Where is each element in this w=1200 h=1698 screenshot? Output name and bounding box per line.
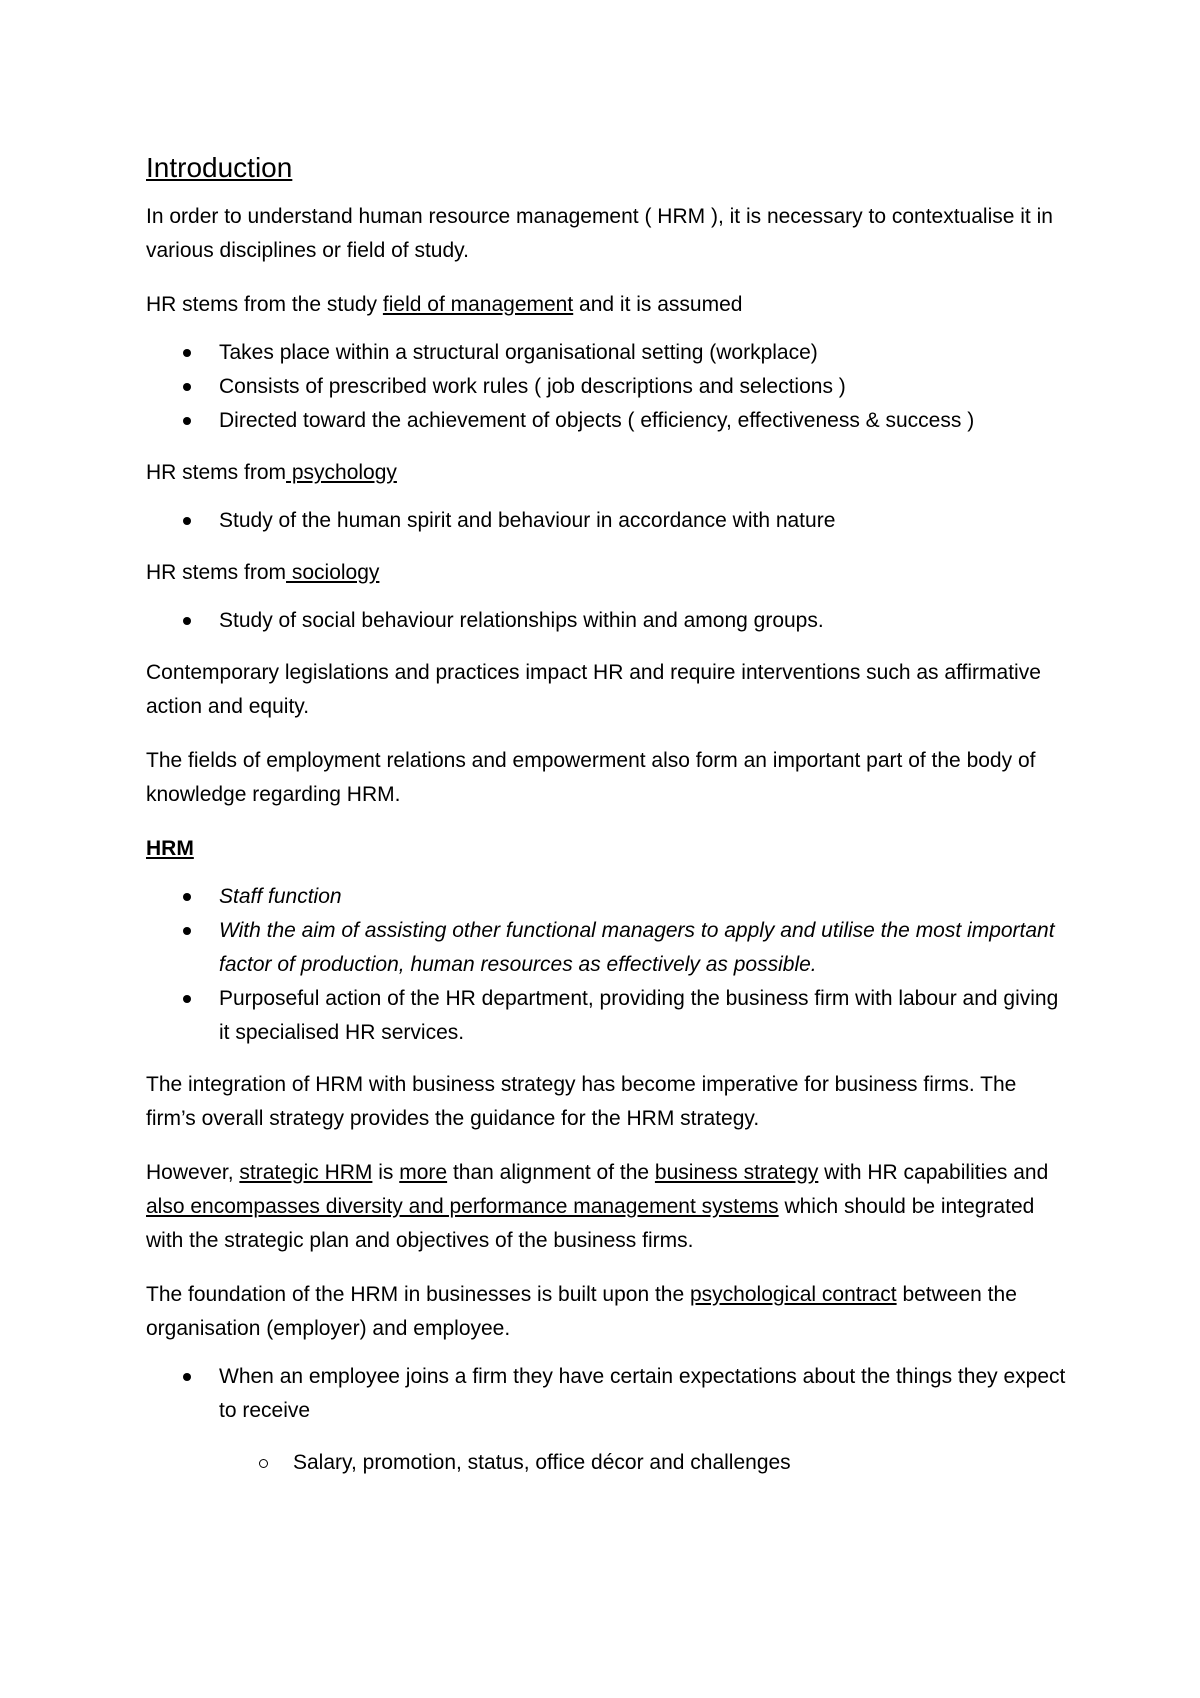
contemporary-paragraph: Contemporary legislations and practices impact HR and require interventions such as affirmative action and equity. (146, 661, 1041, 718)
foundation-paragraph: The foundation of the HRM in businesses is built upon the psychological contract between the organisation (employer) and employee. (146, 1283, 1017, 1340)
expectations-sub-list (146, 1446, 1066, 1480)
list-item: Study of social behaviour relationships within and among groups. (146, 604, 1066, 638)
sociology-prefix: HR stems from (146, 561, 287, 584)
bullet-icon (183, 995, 191, 1003)
document-body (146, 148, 1066, 1480)
list-item: Takes place within a structural organisational setting (workplace) (146, 336, 1066, 370)
bullet-icon (183, 1373, 191, 1381)
hollow-bullet-icon (259, 1459, 268, 1468)
list-item: Purposeful action of the HR department, providing the business firm with labour and giving it specialised HR services. (146, 982, 1066, 1050)
expectations-bullet-list (146, 1360, 1066, 1428)
fields-paragraph: The fields of employment relations and empowerment also form an important part of the body of knowledge regarding HRM. (146, 749, 1036, 806)
management-prefix: HR stems from the study (146, 293, 383, 316)
bullet-icon (183, 349, 191, 357)
intro-paragraph: In order to understand human resource management ( HRM ), it is necessary to contextualise it in various disciplines or field of study. (146, 205, 1053, 262)
bullet-icon (183, 417, 191, 425)
list-item: Study of the human spirit and behaviour in accordance with nature (146, 504, 1066, 538)
bullet-icon (183, 893, 191, 901)
bullet-icon (183, 617, 191, 625)
integration-paragraph: The integration of HRM with business strategy has become imperative for business firms. The firm’s overall strategy provides the guidance for the HRM strategy. (146, 1073, 1017, 1130)
bullet-icon (183, 383, 191, 391)
psychology-link: psychology (286, 461, 397, 484)
hrm-bullet-list (146, 880, 1066, 1050)
list-item: With the aim of assisting other functional managers to apply and utilise the most important factor of production, human resources as effectively as possible. (146, 914, 1066, 982)
psychology-prefix: HR stems from (146, 461, 287, 484)
psychological-contract-link: psychological contract (690, 1283, 897, 1306)
management-link: field of management (382, 293, 574, 316)
psychology-bullet-list (146, 504, 1066, 538)
list-item: Staff function (146, 880, 1066, 914)
list-item: When an employee joins a firm they have certain expectations about the things they expect to receive (146, 1360, 1066, 1428)
more-link: more (399, 1161, 448, 1184)
strategic-paragraph: However, strategic HRM is more than alignment of the business strategy with HR capabilities and also encompasses diversity and performance management systems which should be integrated with the strategic plan and objectives of the business firms. (146, 1161, 1049, 1252)
sociology-bullet-list (146, 604, 1066, 638)
sociology-paragraph (146, 556, 1066, 590)
management-suffix: and it is assumed (573, 293, 743, 316)
strategic-hrm-link: strategic HRM (239, 1161, 373, 1184)
page-title: Introduction (146, 152, 293, 183)
business-strategy-link: business strategy (654, 1161, 819, 1184)
bullet-icon (183, 517, 191, 525)
bullet-icon (183, 927, 191, 935)
management-bullet-list (146, 336, 1066, 438)
sociology-link: sociology (286, 561, 380, 584)
list-item: Consists of prescribed work rules ( job descriptions and selections ) (146, 370, 1066, 404)
psychology-paragraph (146, 456, 1066, 490)
list-item: Salary, promotion, status, office décor and challenges (146, 1446, 1066, 1480)
encompasses-link: also encompasses diversity and performance management systems (146, 1195, 779, 1218)
list-item: Directed toward the achievement of objects ( efficiency, effectiveness & success ) (146, 404, 1066, 438)
management-paragraph (146, 288, 1066, 322)
hrm-heading: HRM (146, 837, 194, 860)
